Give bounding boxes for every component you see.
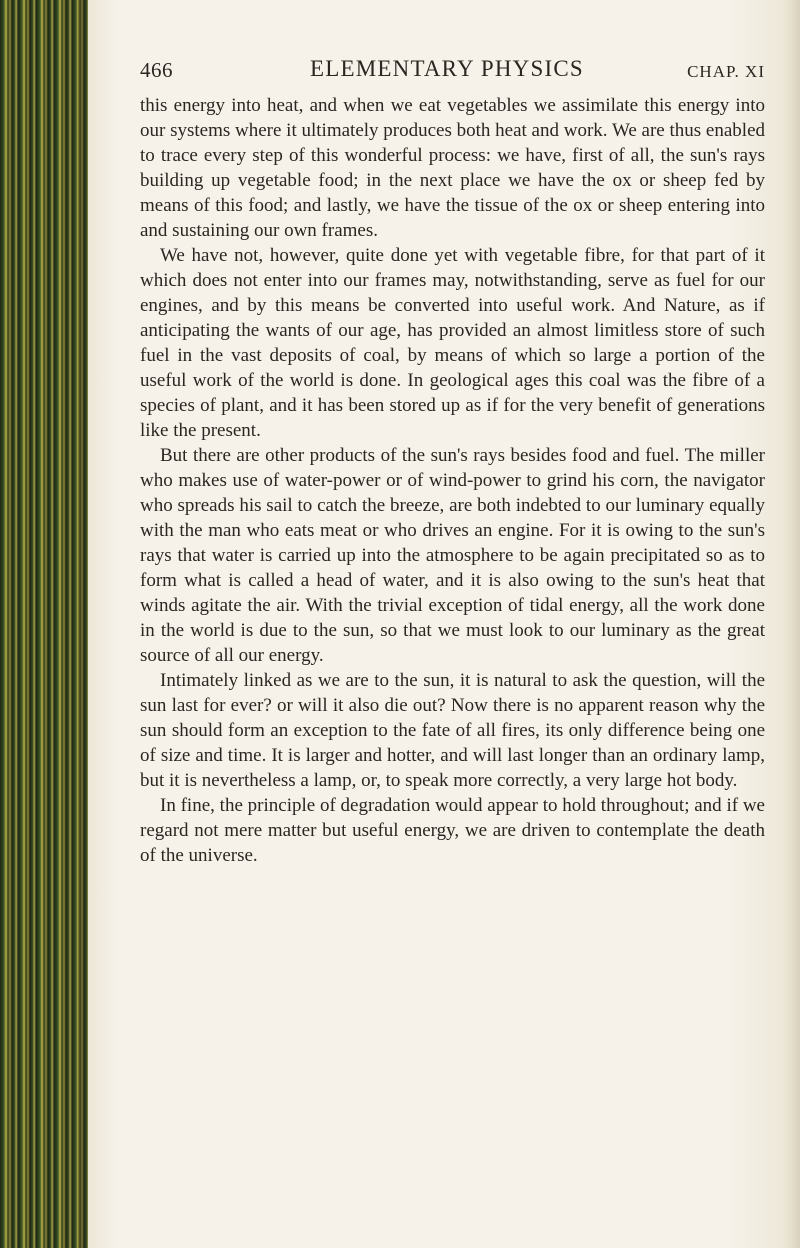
page-number: 466 xyxy=(140,58,173,82)
page-edge-shadow xyxy=(782,0,800,1248)
book-title: ELEMENTARY PHYSICS xyxy=(310,56,584,81)
paragraph-5: In fine, the principle of degradation would appear to hold throughout; and if we regard not mere matter but useful energy, we are driven to contemplate the death of the universe. xyxy=(140,795,765,866)
paragraph-2: We have not, however, quite done yet with vegetable fibre, for that part of it which does not enter into our frames may, notwithstanding, serve as fuel for our engines, and by this means be converted into useful work. And Nature, as if anticipating the wants of our age, has provided an almost limitless store of such fuel in the vast deposits of coal, by means of which so large a portion of the useful work of the world is done. In geological ages this coal was the fibre of a species of plant, and it has been stored up as if for the very benefit of generations like the present. xyxy=(140,245,765,441)
paragraph-3: But there are other products of the sun's rays besides food and fuel. The miller who makes use of water-power or of wind-power to grind his corn, the navigator who spreads his sail to catch the breeze, are both indebted to our luminary equally with the man who eats meat or who drives an engine. For it is owing to the sun's rays that water is carried up into the atmosphere to be again precipitated so as to form what is called a head of water, and it is also owing to the sun's heat that winds agitate the air. With the trivial exception of tidal energy, all the work done in the world is due to the sun, so that we must look to our luminary as the great source of all our energy. xyxy=(140,445,765,666)
paragraph-1: this energy into heat, and when we eat vegetables we assimilate this energy into our systems where it ultimately produces both heat and work. We are thus enabled to trace every step of this wonderful process: we have, first of all, the sun's rays building up vegetable food; in the next place we have the ox or sheep fed by means of this food; and lastly, we have the tissue of the ox or sheep entering into and sustaining our own frames. xyxy=(140,95,765,241)
book-binding xyxy=(0,0,88,1248)
paragraph-4: Intimately linked as we are to the sun, it is natural to ask the question, will the sun last for ever? or will it also die out? Now there is no apparent reason why the sun should form an exception to the fate of all fires, its only difference being one of size and time. It is larger and hotter, and will last longer than an ordinary lamp, but it is nevertheless a lamp, or, to speak more correctly, a very large hot body. xyxy=(140,670,765,791)
body-text xyxy=(140,93,765,868)
chapter-label: CHAP. XI xyxy=(687,62,765,81)
running-head xyxy=(140,52,765,84)
